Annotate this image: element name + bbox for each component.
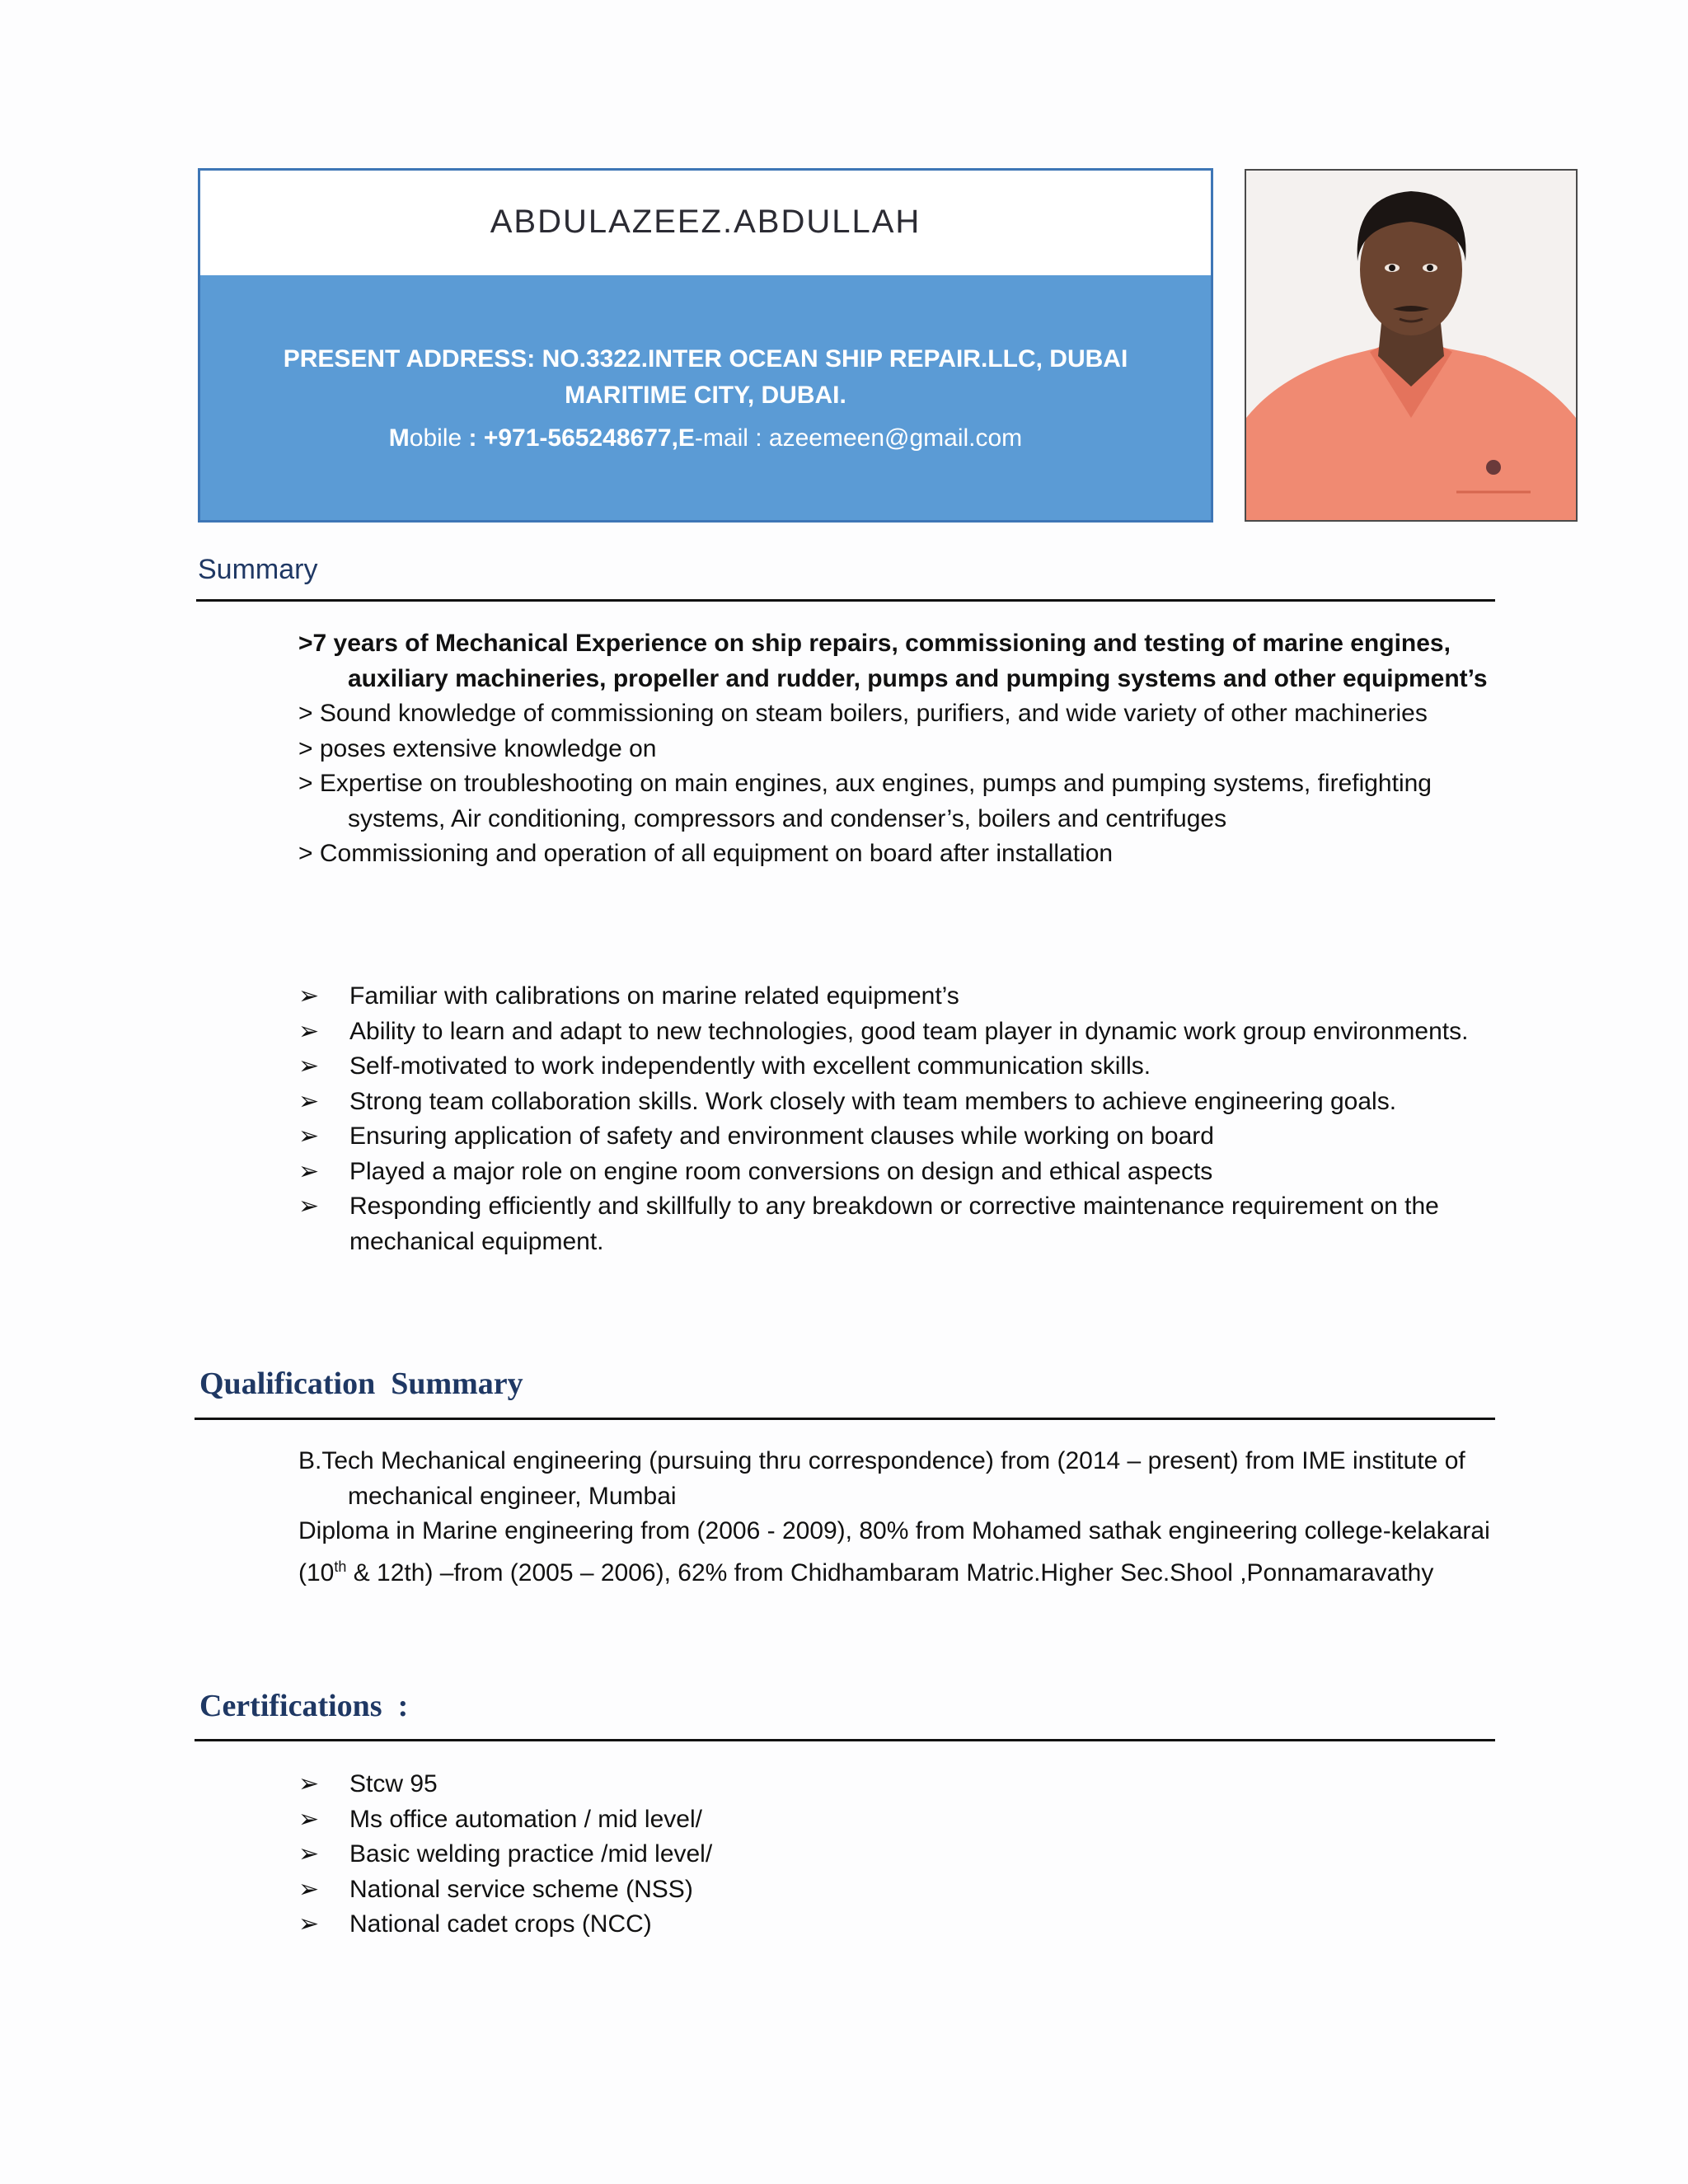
list-item: ➢ Ability to learn and adapt to new technologies, good team player in dynamic work group environments. [298,1015,1492,1050]
arrow-bullet-icon: ➢ [298,982,320,1010]
summary-divider [196,599,1495,602]
contact-line: Mobile : +971-565248677,E-mail : azeemeen@gmail.com [388,424,1023,452]
summary-lead-item: > Sound knowledge of commissioning on steam boilers, purifiers, and wide variety of other machineries [298,700,1428,727]
qualification-item: (10th & 12th) –from (2005 – 2006), 62% from Chidhambaram Matric.Higher Sec.Shool ,Ponnamaravathy [298,1558,1434,1586]
list-item: ➢ Ms office automation / mid level/ [298,1802,1370,1838]
arrow-bullet-icon: ➢ [298,1840,320,1868]
list-item: ➢ National service scheme (NSS) [298,1872,1370,1908]
arrow-bullet-icon: ➢ [298,1087,320,1115]
summary-lead-item: >7 years of Mechanical Experience on ship repairs, commissioning and testing of marine engines, auxiliary machineries, propeller and rudder, pumps and pumping systems and other equipment’s [298,630,1488,692]
arrow-bullet-icon: ➢ [298,1193,320,1220]
certifications-list [298,1767,1370,1943]
list-item: ➢ National cadet crops (NCC) [298,1907,1370,1943]
mobile-number: : +971-565248677,E [462,424,695,452]
list-item: ➢ Self-motivated to work independently with excellent communication skills. [298,1049,1492,1085]
candidate-name: ABDULAZEEZ.ABDULLAH [490,204,921,240]
arrow-bullet-icon: ➢ [298,1157,320,1185]
qualification-item: Diploma in Marine engineering from (2006 - 2009), 80% from Mohamed sathak engineering college-kelakarai [298,1517,1490,1544]
summary-lead-item: > poses extensive knowledge on [298,734,657,762]
header-box [198,168,1213,523]
list-item: ➢ Basic welding practice /mid level/ [298,1837,1370,1872]
list-item: ➢ Strong team collaboration skills. Work closely with team members to achieve engineering goals. [298,1085,1454,1120]
profile-photo [1245,169,1578,522]
arrow-bullet-icon: ➢ [298,1875,320,1903]
qualification-divider [195,1418,1495,1420]
email-text: -mail : azeemeen@gmail.com [694,424,1023,452]
list-item: ➢ Played a major role on engine room conversions on design and ethical aspects [298,1155,1492,1190]
person-portrait-icon [1246,171,1576,520]
arrow-bullet-icon: ➢ [298,1910,320,1938]
list-item: ➢ Ensuring application of safety and environment clauses while working on board [298,1119,1492,1155]
contact-panel [200,275,1211,520]
certifications-divider [195,1739,1495,1741]
summary-bullets [298,979,1492,1259]
arrow-bullet-icon: ➢ [298,1770,320,1797]
arrow-bullet-icon: ➢ [298,1017,320,1045]
summary-body [298,626,1493,872]
qualification-heading: Qualification Summary [199,1366,523,1401]
present-address: PRESENT ADDRESS: NO.3322.INTER OCEAN SHIP REPAIR.LLC, DUBAI MARITIME CITY, DUBAI. [283,345,1128,409]
certifications-heading: Certifications : [199,1689,409,1723]
list-item: ➢ Responding efficiently and skillfully to any breakdown or corrective maintenance requirement on the mechanical equipment. [298,1189,1520,1259]
list-item: ➢ Stcw 95 [298,1767,1370,1802]
summary-lead-item: > Commissioning and operation of all equipment on board after installation [298,840,1114,867]
arrow-bullet-icon: ➢ [298,1052,320,1080]
qualification-item: B.Tech Mechanical engineering (pursuing thru correspondence) from (2014 – present) from IME institute of mechanical engineer, Mumbai [298,1447,1465,1510]
summary-heading: Summary [198,554,318,585]
summary-lead-item: > Expertise on troubleshooting on main engines, aux engines, pumps and pumping systems, firefighting systems, Air conditioning, compressors and condenser’s, boilers and centrifuges [298,770,1432,832]
arrow-bullet-icon: ➢ [298,1122,320,1150]
list-item: ➢ Familiar with calibrations on marine related equipment’s [298,979,1492,1015]
qualification-body [298,1444,1493,1591]
arrow-bullet-icon: ➢ [298,1805,320,1833]
